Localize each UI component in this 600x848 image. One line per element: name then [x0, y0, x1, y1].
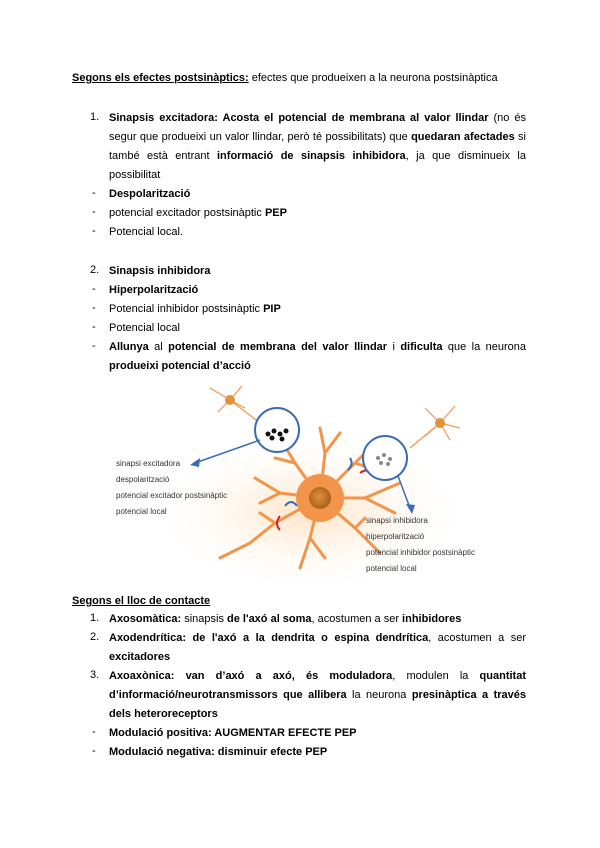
inhibitory-zoom-circle — [363, 436, 407, 480]
caption-right-4: potencial local — [366, 564, 417, 573]
s2-bullet2 — [109, 745, 327, 759]
s2-item2-b: de l'axó a la dendrita o espina dendrítica — [186, 632, 429, 644]
item1-bullet2-text: potencial excitador postsinàptic — [109, 207, 265, 219]
s2-item1-b: sinapsis — [181, 613, 227, 625]
b-allunya: Allunya — [109, 341, 149, 353]
s2-bullet1 — [109, 726, 357, 740]
s2-item2-line1 — [109, 631, 526, 645]
dash: - — [92, 187, 96, 199]
section2-heading — [72, 594, 210, 608]
s2-bullet1-bold: Modulació positiva: AUGMENTAR EFECTE PEP — [109, 727, 357, 739]
item1-bullet2 — [109, 206, 287, 220]
dash: - — [92, 206, 96, 218]
s2-item3-i: dels heteroreceptors — [109, 708, 218, 720]
nucleus — [309, 487, 331, 509]
item2-bullet2-bold: PIP — [263, 303, 281, 315]
dash: - — [92, 321, 96, 333]
t-neurona: que la neurona — [442, 341, 526, 353]
s2-item3-g: la neurona — [346, 689, 412, 701]
item1-line2-bold: quedaran afectades — [411, 131, 515, 143]
section2-heading-text: Segons el lloc de contacte — [72, 595, 211, 607]
s2-item3-e: quantitat — [479, 670, 526, 682]
item1-number: 1. — [90, 111, 100, 123]
s2-item3-number: 3. — [90, 669, 100, 681]
item1-bullet3: Potencial local. — [109, 226, 183, 238]
s2-item1-e: inhibidores — [402, 613, 462, 625]
s2-item1 — [109, 612, 461, 626]
excitatory-zoom-circle — [255, 408, 299, 452]
item2-title — [109, 264, 210, 278]
dash: - — [92, 283, 96, 295]
s2-item1-c: de l'axó al soma — [227, 613, 312, 625]
item2-bullet3: Potencial local — [109, 322, 180, 334]
item1-line3-a: també està entrant — [109, 150, 217, 162]
s2-item3-h: presinàptica a través — [411, 689, 526, 701]
dash: - — [92, 302, 96, 314]
dash: - — [92, 745, 96, 757]
item1-line3-c: , ja que disminueix la — [405, 150, 526, 162]
item1-line1 — [109, 111, 526, 125]
item1-line4: possibilitat — [109, 169, 161, 181]
s2-item3-line3 — [109, 707, 218, 721]
caption-left-3: potencial excitador postsinàptic — [116, 491, 228, 500]
s2-item3-a: Axoaxònica: — [109, 670, 175, 682]
item2-bullet2 — [109, 302, 281, 316]
s2-item2-line2 — [109, 650, 170, 664]
section1-heading-underlined: Segons els efectes postsinàptics: — [72, 72, 249, 84]
s2-item2-excitadores: excitadores — [109, 651, 171, 663]
item2-bullet1 — [109, 283, 198, 297]
dash: - — [92, 726, 96, 738]
caption-left-1: sinapsi excitadora — [116, 459, 181, 468]
item1-line2 — [109, 130, 526, 144]
item1-bullet1 — [109, 187, 190, 201]
s2-item3-f: d’informació/neurotransmissors que allibera — [109, 689, 347, 701]
item2-bullet4-line2 — [109, 359, 251, 373]
caption-right-3: potencial inhibidor postsinàptic — [366, 548, 475, 557]
presynaptic-neuron-left — [210, 386, 260, 423]
caption-left-4: potencial local — [116, 507, 167, 516]
item1-line2-c: si — [514, 131, 526, 143]
item2-bullet1-bold: Hiperpolarització — [109, 284, 199, 296]
item1-line3-bold: informació de sinapsis inhibidora — [217, 150, 406, 162]
presynaptic-neuron-right — [410, 406, 460, 448]
caption-right-1: sinapsi inhibidora — [366, 516, 428, 525]
s2-bullet2-bold: Modulació negativa: disminuir efecte PEP — [109, 746, 328, 758]
item1-bullet1-bold: Despolarització — [109, 188, 191, 200]
section1-heading — [72, 71, 498, 85]
t-al: al — [148, 341, 169, 353]
item1-line1-rest: (no és — [488, 112, 526, 124]
s2-item2-a: Axodendrítica: — [109, 632, 187, 644]
b-dificulta: dificulta — [400, 341, 443, 353]
s2-item1-number: 1. — [90, 612, 100, 624]
item1-line3 — [109, 149, 526, 163]
dash: - — [92, 225, 96, 237]
caption-left-2: despolarització — [116, 475, 170, 484]
section1-heading-rest: efectes que produeixen a la neurona postsinàptica — [248, 72, 498, 84]
item2-bullet2-text: Potencial inhibidor postsinàptic — [109, 303, 264, 315]
b-produeixi: produeixi potencial d’acció — [109, 360, 251, 372]
item1-line1-bold: Sinapsis excitadora: Acosta el potencial de membrana al valor llindar — [109, 112, 489, 124]
s2-item3-line2 — [109, 688, 526, 702]
item2-bullet4-line1 — [109, 340, 526, 354]
item1-bullet2-bold: PEP — [264, 207, 287, 219]
dash: - — [92, 340, 96, 352]
caption-right-2: hiperpolarització — [366, 532, 425, 541]
s2-item3-c: moduladora — [329, 670, 393, 682]
b-potencial: potencial de membrana del valor llindar — [168, 341, 388, 353]
s2-item3-b: van d’axó a axó, és — [174, 670, 330, 682]
s2-item3-d: , modulen la — [392, 670, 480, 682]
item2-number: 2. — [90, 264, 100, 276]
s2-item2-c: , acostumen a ser — [428, 632, 526, 644]
t-i: i — [387, 341, 401, 353]
item2-title-bold: Sinapsis inhibidora — [109, 265, 211, 277]
s2-item2-number: 2. — [90, 631, 100, 643]
s2-item1-d: , acostumen a ser — [311, 613, 403, 625]
s2-item3-line1 — [109, 669, 526, 683]
s2-item1-a: Axosomàtica: — [109, 613, 182, 625]
item1-line2-a: segur que produeixi un valor llindar, però té possibilitats) que — [109, 131, 412, 143]
